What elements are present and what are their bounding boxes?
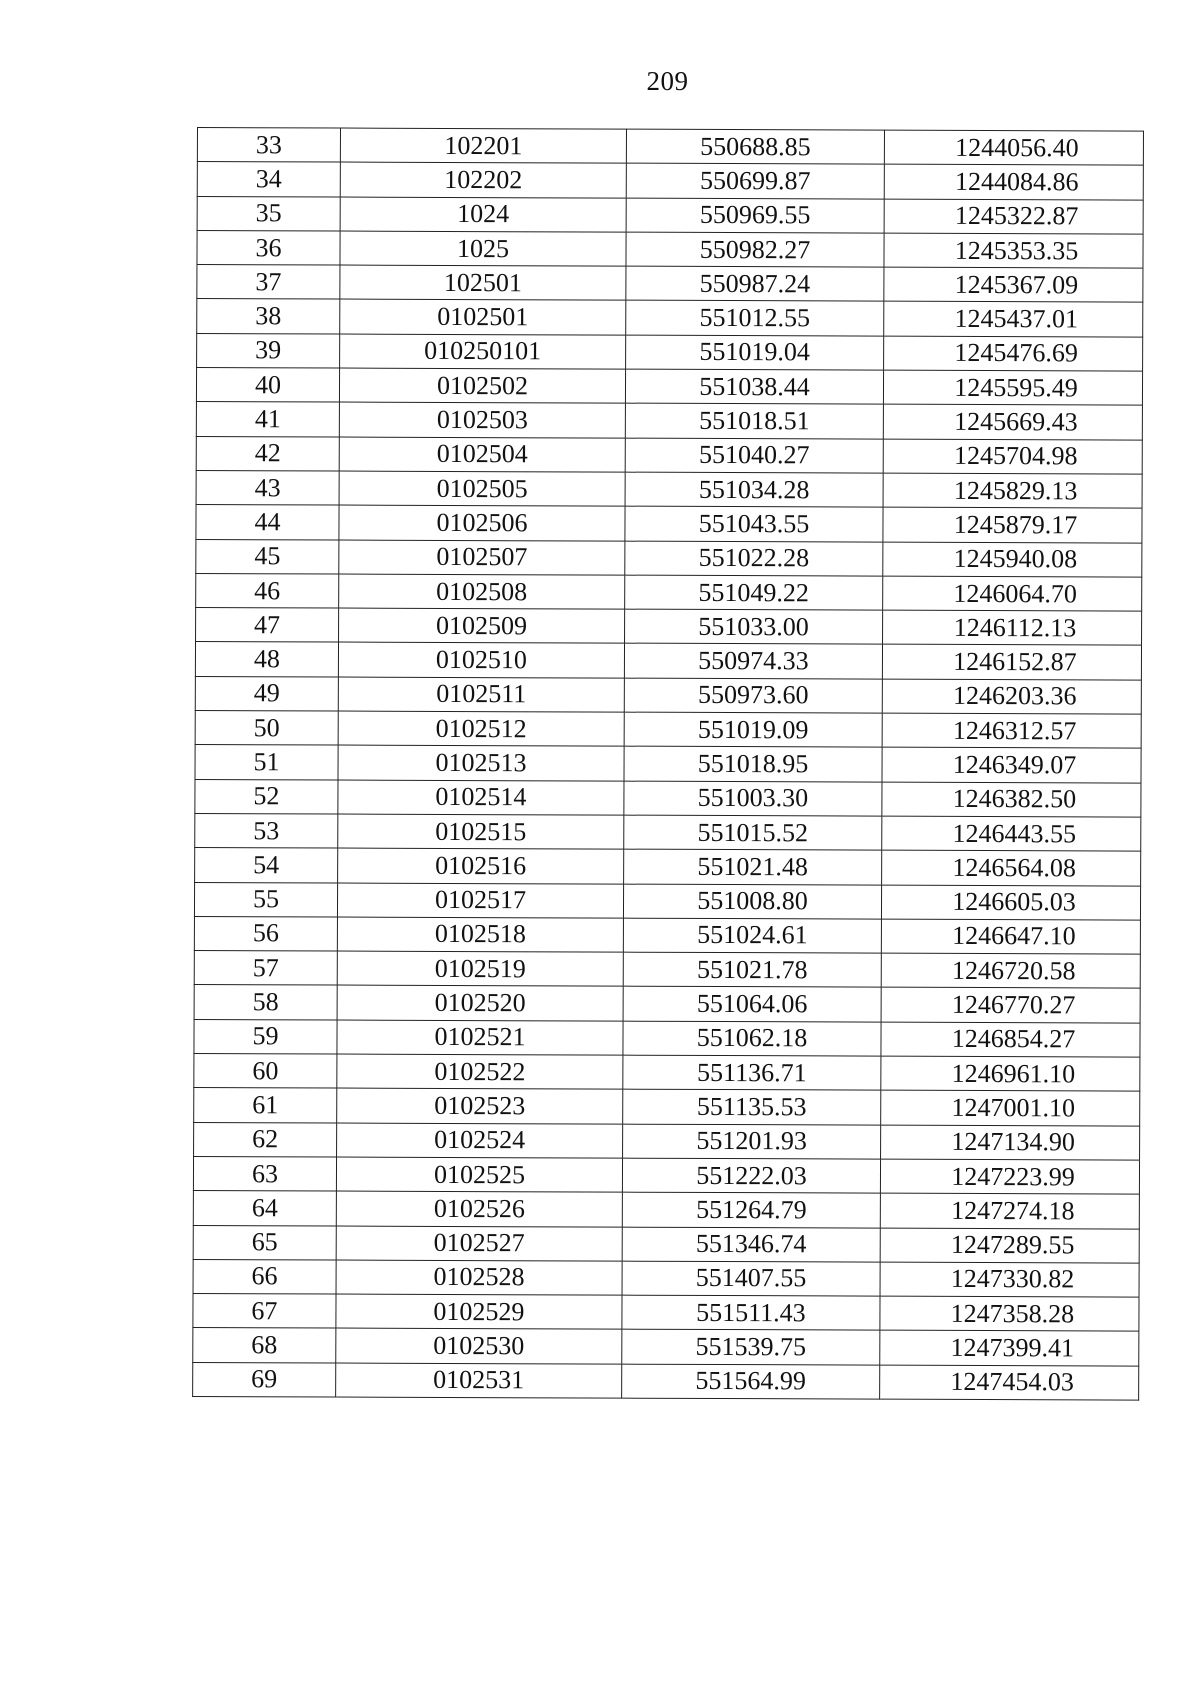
table-row	[193, 1259, 1139, 1297]
y-coordinate-cell: 1245595.49	[883, 370, 1142, 405]
table-row	[194, 985, 1140, 1023]
table-row	[193, 1362, 1139, 1400]
point-id-cell: 0102502	[339, 368, 625, 403]
table-row	[194, 1019, 1140, 1057]
x-coordinate-cell: 551222.03	[622, 1158, 880, 1193]
row-number-cell: 38	[197, 299, 340, 334]
x-coordinate-cell: 551043.55	[625, 506, 883, 541]
table-row	[197, 162, 1143, 200]
point-id-cell: 0102519	[337, 951, 623, 986]
row-number-cell: 45	[196, 539, 339, 574]
y-coordinate-cell: 1245669.43	[883, 405, 1142, 440]
table-row	[197, 265, 1143, 303]
x-coordinate-cell: 550974.33	[624, 644, 882, 679]
table-row	[195, 813, 1141, 851]
y-coordinate-cell: 1247358.28	[880, 1296, 1139, 1331]
point-id-cell: 010250101	[340, 334, 626, 369]
row-number-cell: 41	[196, 402, 339, 437]
y-coordinate-cell: 1246647.10	[881, 919, 1140, 954]
point-id-cell: 0102507	[339, 540, 625, 575]
point-id-cell: 0102505	[339, 471, 625, 506]
coordinates-table-body	[193, 128, 1144, 1401]
y-coordinate-cell: 1245437.01	[884, 302, 1143, 337]
x-coordinate-cell: 551564.99	[622, 1364, 880, 1399]
table-row	[195, 745, 1141, 783]
x-coordinate-cell: 550973.60	[624, 678, 882, 713]
x-coordinate-cell: 551021.48	[624, 849, 882, 884]
point-id-cell: 102202	[340, 162, 626, 197]
table-row	[195, 711, 1141, 749]
table-row	[195, 848, 1141, 886]
row-number-cell: 34	[197, 162, 340, 197]
point-id-cell: 0102513	[338, 745, 624, 780]
table-row	[193, 1191, 1139, 1229]
table-row	[194, 1088, 1140, 1126]
x-coordinate-cell: 551024.61	[623, 918, 881, 953]
row-number-cell: 33	[197, 128, 340, 163]
point-id-cell: 0102512	[338, 711, 624, 746]
table-row	[194, 1054, 1140, 1092]
row-number-cell: 49	[195, 676, 338, 711]
x-coordinate-cell: 551346.74	[622, 1227, 880, 1262]
y-coordinate-cell: 1245353.35	[884, 233, 1143, 268]
row-number-cell: 51	[195, 745, 338, 780]
x-coordinate-cell: 551264.79	[622, 1192, 880, 1227]
x-coordinate-cell: 550987.24	[626, 266, 884, 301]
x-coordinate-cell: 550969.55	[626, 198, 884, 233]
x-coordinate-cell: 551003.30	[624, 781, 882, 816]
table-row	[196, 470, 1142, 508]
table-row	[195, 779, 1141, 817]
row-number-cell: 43	[196, 470, 339, 505]
x-coordinate-cell: 551034.28	[625, 472, 883, 507]
x-coordinate-cell: 550982.27	[626, 232, 884, 267]
table-row	[195, 642, 1141, 680]
point-id-cell: 0102522	[337, 1054, 623, 1089]
x-coordinate-cell: 551018.95	[624, 746, 882, 781]
x-coordinate-cell: 551064.06	[623, 987, 881, 1022]
point-id-cell: 0102531	[336, 1363, 622, 1398]
row-number-cell: 64	[193, 1191, 336, 1226]
table-row	[196, 539, 1142, 577]
x-coordinate-cell: 551135.53	[623, 1089, 881, 1124]
y-coordinate-cell: 1247454.03	[880, 1365, 1139, 1400]
y-coordinate-cell: 1246152.87	[882, 645, 1141, 680]
row-number-cell: 48	[195, 642, 338, 677]
point-id-cell: 0102515	[338, 814, 624, 849]
point-id-cell: 0102528	[336, 1260, 622, 1295]
x-coordinate-cell: 551407.55	[622, 1261, 880, 1296]
row-number-cell: 36	[197, 230, 340, 265]
point-id-cell: 0102526	[336, 1191, 622, 1226]
y-coordinate-cell: 1245829.13	[883, 473, 1142, 508]
row-number-cell: 42	[196, 436, 339, 471]
point-id-cell: 0102525	[336, 1157, 622, 1192]
row-number-cell: 55	[194, 882, 337, 917]
row-number-cell: 63	[193, 1156, 336, 1191]
x-coordinate-cell: 551019.09	[624, 712, 882, 747]
x-coordinate-cell: 551049.22	[625, 575, 883, 610]
y-coordinate-cell: 1245879.17	[883, 507, 1142, 542]
table-row	[197, 128, 1143, 166]
row-number-cell: 57	[194, 951, 337, 986]
point-id-cell: 0102516	[338, 848, 624, 883]
x-coordinate-cell: 551021.78	[623, 952, 881, 987]
table-row	[197, 299, 1143, 337]
row-number-cell: 53	[195, 813, 338, 848]
table-row	[197, 196, 1143, 234]
y-coordinate-cell: 1246312.57	[882, 713, 1141, 748]
y-coordinate-cell: 1246961.10	[881, 1056, 1140, 1091]
table-row	[196, 436, 1142, 474]
y-coordinate-cell: 1247134.90	[881, 1125, 1140, 1160]
table-row	[196, 573, 1142, 611]
point-id-cell: 0102517	[337, 883, 623, 918]
y-coordinate-cell: 1246064.70	[883, 576, 1142, 611]
page-number: 209	[646, 66, 689, 96]
row-number-cell: 52	[195, 779, 338, 814]
row-number-cell: 62	[194, 1122, 337, 1157]
x-coordinate-cell: 551018.51	[625, 404, 883, 439]
table-row	[196, 368, 1142, 406]
x-coordinate-cell: 551201.93	[623, 1124, 881, 1159]
table-row	[194, 1122, 1140, 1160]
row-number-cell: 69	[193, 1362, 336, 1397]
point-id-cell: 0102509	[339, 608, 625, 643]
y-coordinate-cell: 1244056.40	[884, 130, 1143, 165]
x-coordinate-cell: 551019.04	[626, 335, 884, 370]
y-coordinate-cell: 1246854.27	[881, 1022, 1140, 1057]
point-id-cell: 1024	[340, 197, 626, 232]
row-number-cell: 61	[194, 1088, 337, 1123]
table-row	[193, 1294, 1139, 1332]
row-number-cell: 67	[193, 1294, 336, 1329]
table-row	[196, 402, 1142, 440]
point-id-cell: 0102514	[338, 780, 624, 815]
y-coordinate-cell: 1246605.03	[881, 885, 1140, 920]
y-coordinate-cell: 1246112.13	[883, 610, 1142, 645]
table-row	[194, 951, 1140, 989]
point-id-cell: 0102530	[336, 1328, 622, 1363]
row-number-cell: 68	[193, 1328, 336, 1363]
x-coordinate-cell: 551008.80	[623, 884, 881, 919]
x-coordinate-cell: 550699.87	[626, 163, 884, 198]
row-number-cell: 47	[196, 608, 339, 643]
y-coordinate-cell: 1245476.69	[884, 336, 1143, 371]
point-id-cell: 0102503	[339, 402, 625, 437]
point-id-cell: 0102506	[339, 505, 625, 540]
point-id-cell: 0102524	[337, 1123, 623, 1158]
point-id-cell: 0102504	[339, 437, 625, 472]
row-number-cell: 40	[196, 368, 339, 403]
row-number-cell: 46	[196, 573, 339, 608]
table-row	[193, 1225, 1139, 1263]
point-id-cell: 102201	[340, 128, 626, 163]
table-row	[197, 230, 1143, 268]
point-id-cell: 0102523	[337, 1088, 623, 1123]
point-id-cell: 102501	[340, 265, 626, 300]
point-id-cell: 0102520	[337, 985, 623, 1020]
x-coordinate-cell: 551022.28	[625, 541, 883, 576]
y-coordinate-cell: 1246770.27	[881, 988, 1140, 1023]
y-coordinate-cell: 1247399.41	[880, 1331, 1139, 1366]
y-coordinate-cell: 1246720.58	[881, 953, 1140, 988]
point-id-cell: 1025	[340, 231, 626, 266]
point-id-cell: 0102511	[338, 677, 624, 712]
row-number-cell: 59	[194, 1019, 337, 1054]
x-coordinate-cell: 551033.00	[625, 609, 883, 644]
y-coordinate-cell: 1246443.55	[882, 816, 1141, 851]
row-number-cell: 39	[197, 333, 340, 368]
row-number-cell: 65	[193, 1225, 336, 1260]
point-id-cell: 0102518	[337, 917, 623, 952]
table-row	[196, 505, 1142, 543]
point-id-cell: 0102521	[337, 1020, 623, 1055]
row-number-cell: 58	[194, 985, 337, 1020]
y-coordinate-cell: 1246382.50	[882, 782, 1141, 817]
x-coordinate-cell: 551062.18	[623, 1021, 881, 1056]
table-row	[194, 916, 1140, 954]
y-coordinate-cell: 1246203.36	[882, 679, 1141, 714]
y-coordinate-cell: 1247274.18	[880, 1193, 1139, 1228]
y-coordinate-cell: 1245367.09	[884, 267, 1143, 302]
point-id-cell: 0102510	[338, 643, 624, 678]
x-coordinate-cell: 551038.44	[625, 369, 883, 404]
coordinates-table	[192, 127, 1144, 1401]
table-row	[196, 608, 1142, 646]
y-coordinate-cell: 1245704.98	[883, 439, 1142, 474]
point-id-cell: 0102527	[336, 1226, 622, 1261]
table-row	[194, 882, 1140, 920]
row-number-cell: 56	[194, 916, 337, 951]
y-coordinate-cell: 1246349.07	[882, 747, 1141, 782]
table-row	[197, 333, 1143, 371]
row-number-cell: 37	[197, 265, 340, 300]
y-coordinate-cell: 1247330.82	[880, 1262, 1139, 1297]
row-number-cell: 60	[194, 1054, 337, 1089]
point-id-cell: 0102501	[340, 300, 626, 335]
y-coordinate-cell: 1246564.08	[882, 850, 1141, 885]
table-row	[193, 1156, 1139, 1194]
point-id-cell: 0102508	[339, 574, 625, 609]
y-coordinate-cell: 1247289.55	[880, 1228, 1139, 1263]
table-row	[195, 676, 1141, 714]
y-coordinate-cell: 1245940.08	[883, 542, 1142, 577]
x-coordinate-cell: 551015.52	[624, 815, 882, 850]
y-coordinate-cell: 1245322.87	[884, 199, 1143, 234]
row-number-cell: 50	[195, 711, 338, 746]
row-number-cell: 44	[196, 505, 339, 540]
row-number-cell: 35	[197, 196, 340, 231]
y-coordinate-cell: 1247001.10	[881, 1090, 1140, 1125]
x-coordinate-cell: 551539.75	[622, 1330, 880, 1365]
row-number-cell: 54	[195, 848, 338, 883]
y-coordinate-cell: 1247223.99	[880, 1159, 1139, 1194]
point-id-cell: 0102529	[336, 1294, 622, 1329]
table-row	[193, 1328, 1139, 1366]
x-coordinate-cell: 550688.85	[626, 129, 884, 164]
x-coordinate-cell: 551040.27	[625, 438, 883, 473]
x-coordinate-cell: 551136.71	[623, 1055, 881, 1090]
x-coordinate-cell: 551012.55	[626, 301, 884, 336]
row-number-cell: 66	[193, 1259, 336, 1294]
x-coordinate-cell: 551511.43	[622, 1295, 880, 1330]
y-coordinate-cell: 1244084.86	[884, 164, 1143, 199]
